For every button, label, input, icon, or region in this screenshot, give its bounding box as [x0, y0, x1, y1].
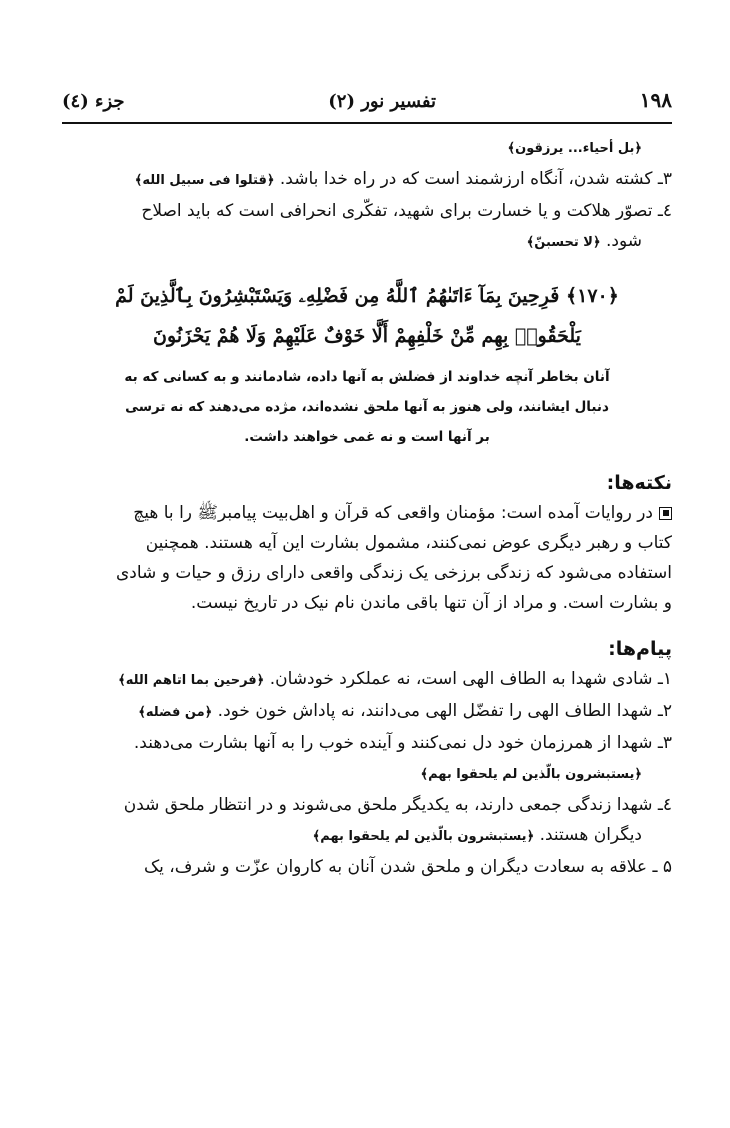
square-bullet-icon	[659, 507, 672, 520]
translation-block	[62, 362, 672, 452]
message-4: ٤ـ شهدا زندگی جمعی دارند، به یکدیگر ملحق می‌شوند و در انتظار ملحق شدن	[123, 795, 672, 815]
lesson-3: ۳ـ کشته شدن، آنگاه ارزشمند است که در راه خدا باشد. ﴿قتلوا فى سبيل الله﴾	[134, 169, 672, 189]
page-number: ۱۹۸	[639, 88, 672, 112]
message-3: ۳ـ شهدا از همرزمان خود دل نمی‌کنند و آینده خوب را به آنها بشارت می‌دهند.	[133, 733, 672, 753]
messages-heading: پیام‌ها:	[608, 638, 672, 660]
notes-line-4: و بشارت است. و مراد از آن تنها باقی ماندن نام نیک در تاریخ نیست.	[190, 593, 672, 613]
notes-heading: نکته‌ها:	[606, 472, 672, 494]
messages-section	[62, 634, 672, 882]
translation-line-2: دنبال ایشانند، ولی هنوز به آنها ملحق نشده‌اند، مژده می‌دهند که نه ترسی	[125, 399, 609, 415]
verse-block	[62, 276, 672, 356]
lessons-section	[62, 132, 672, 258]
message-1: ۱ـ شادی شهدا به الطاف الهی است، نه عملکرد خودشان. ﴿فرحين بما اتاهم الله﴾	[118, 669, 672, 689]
lesson-4-continued: شود. ﴿لا تحسبنّ﴾	[526, 231, 642, 251]
notes-line-2: کتاب و رهبر دیگری عوض نمی‌کنند، مشمول بشارت این آیه هستند. همچنین	[145, 533, 672, 553]
translation-line-1: آنان بخاطر آنچه خداوند از فضلش به آنها داده، شادمانند و به کسانی که به	[124, 369, 610, 385]
message-2: ۲ـ شهدا الطاف الهی را تفضّل الهی می‌دانند، نه پاداش خون خود. ﴿من فضله﴾	[138, 701, 672, 721]
notes-line-3: استفاده می‌شود که زندگی برزخی یک زندگی واقعی دارای رزق و حیات و شادی	[116, 563, 672, 583]
part-label: جزء (٤)	[62, 91, 125, 112]
message-5: ۵ ـ علاقه به سعادت دیگران و ملحق شدن آنان به کاروان عزّت و شرف، یک	[143, 857, 672, 877]
message-3-quote: ﴿يستبشرون بالّذين لم يلحقوا بهم﴾	[420, 767, 642, 782]
verse-line-1: ﴿۱۷۰﴾ فَرِحِينَ بِمَآ ءَاتَىٰهُمُ ٱللَّهُ مِن فَضْلِهِۦ وَيَسْتَبْشِرُونَ بِٱلَّذِينَ لَمْ	[115, 285, 619, 307]
lesson-4: ٤ـ تصوّر هلاکت و یا خسارت برای شهید، تفکّری انحرافی است که باید اصلاح	[141, 201, 672, 221]
book-title: تفسیر نور (۲)	[328, 91, 437, 112]
notes-line-1: در روایات آمده است: مؤمنان واقعی که قرآن و اهل‌بیت پیامبرﷺ را با هیچ	[62, 498, 672, 528]
page	[62, 88, 672, 882]
message-4-continued: دیگران هستند. ﴿يستبشرون بالّذين لم يلحقوا بهم﴾	[312, 825, 642, 845]
header-rule	[62, 122, 672, 124]
translation-line-3: بر آنها است و نه غمی خواهند داشت.	[244, 429, 490, 445]
page-header	[62, 88, 672, 120]
intro-quote: ﴿بل أحياء... يرزقون﴾	[507, 141, 642, 156]
notes-section	[62, 468, 672, 618]
verse-line-2: يَلْحَقُوا۟ بِهِم مِّنْ خَلْفِهِمْ أَلَّا خَوْفٌ عَلَيْهِمْ وَلَا هُمْ يَحْزَنُونَ	[153, 325, 581, 347]
